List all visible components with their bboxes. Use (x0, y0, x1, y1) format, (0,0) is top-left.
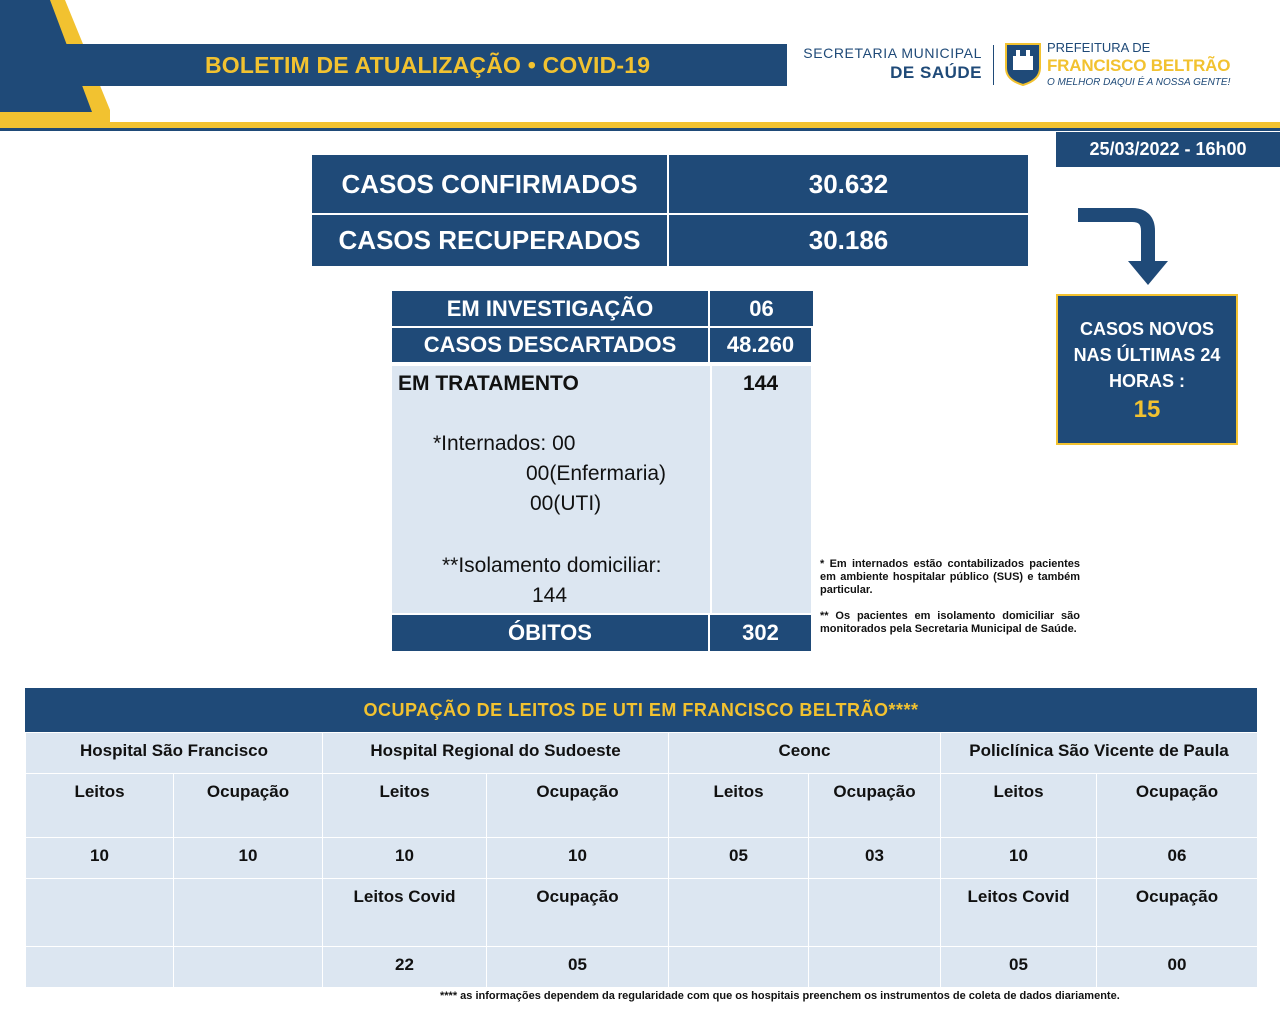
treatment-label: EM TRATAMENTO (398, 372, 579, 395)
recovered-row (312, 215, 1028, 266)
table-cell-empty (809, 879, 941, 947)
table-cell: 03 (809, 838, 941, 879)
ward-text: 00(Enfermaria) (526, 462, 667, 485)
table-cell-empty (174, 879, 323, 947)
header-divider (993, 45, 994, 85)
uti-footnote: **** as informações dependem da regularidade com que os hospitais preenchem os instrumentos de coleta de dados diariamente. (440, 990, 1120, 1002)
table-cell-empty (809, 947, 941, 988)
investigation-row (392, 291, 813, 326)
treatment-divider (710, 366, 712, 613)
header-navy-line (0, 128, 1280, 131)
bulletin-title: BOLETIM DE ATUALIZAÇÃO • COVID-19 (205, 51, 651, 78)
investigation-value: 06 (749, 295, 774, 321)
icu-text: 00(UTI) (530, 492, 602, 515)
hospital-name: Hospital São Francisco (26, 733, 323, 774)
secretaria-line1: SECRETARIA MUNICIPAL (803, 45, 982, 61)
table-cell: 10 (26, 838, 174, 879)
investigation-label: EM INVESTIGAÇÃO (392, 291, 710, 326)
table-cell: 00 (1097, 947, 1258, 988)
col-header-leitos-covid: Leitos Covid (323, 879, 487, 947)
new-cases-box (1056, 294, 1238, 445)
col-header-ocupacao: Ocupação (1097, 879, 1258, 947)
discarded-label: CASOS DESCARTADOS (392, 328, 710, 362)
col-header-leitos: Leitos (941, 774, 1097, 838)
table-cell-empty (26, 947, 174, 988)
deaths-value: 302 (742, 620, 779, 645)
treatment-value: 144 (742, 372, 779, 395)
table-cell: 10 (323, 838, 487, 879)
discarded-row (392, 328, 811, 362)
table-cell: 10 (174, 838, 323, 879)
table-cell-empty (174, 947, 323, 988)
discarded-value: 48.260 (726, 332, 795, 357)
col-header-ocupacao: Ocupação (809, 774, 941, 838)
table-cell-empty (669, 879, 809, 947)
table-cell: 10 (487, 838, 669, 879)
prefeitura-line2: FRANCISCO BELTRÃO (1047, 56, 1231, 75)
new-cases-line2: NAS ÚLTIMAS 24 (1073, 345, 1221, 365)
table-cell: 05 (669, 838, 809, 879)
curved-arrow-icon (1070, 205, 1170, 295)
table-cell-empty (26, 879, 174, 947)
confirmed-label: CASOS CONFIRMADOS (312, 155, 669, 213)
bulletin-date: 25/03/2022 - 16h00 (1056, 132, 1280, 167)
note-hospitalized: * Em internados estão contabilizados pacientes em ambiente hospitalar público (SUS) e também particular. (820, 558, 1080, 596)
deaths-row (392, 615, 811, 651)
table-cell: 06 (1097, 838, 1258, 879)
col-header-leitos-covid: Leitos Covid (941, 879, 1097, 947)
city-crest-icon (1004, 42, 1042, 86)
hospital-name: Hospital Regional do Sudoeste (323, 733, 669, 774)
col-header-leitos: Leitos (26, 774, 174, 838)
secretaria-line2: DE SAÚDE (890, 63, 982, 82)
col-header-ocupacao: Ocupação (487, 774, 669, 838)
col-header-leitos: Leitos (669, 774, 809, 838)
new-cases-line3: HORAS : (1109, 371, 1185, 391)
bulletin-title-bar (60, 44, 787, 86)
prefeitura-line1: PREFEITURA DE (1047, 40, 1151, 55)
new-cases-line1: CASOS NOVOS (1079, 319, 1215, 339)
hospitalized-text: *Internados: 00 (433, 432, 576, 455)
recovered-value: 30.186 (808, 225, 889, 255)
col-header-ocupacao: Ocupação (1097, 774, 1258, 838)
col-header-ocupacao: Ocupação (487, 879, 669, 947)
recovered-label: CASOS RECUPERADOS (312, 215, 669, 266)
table-cell-empty (669, 947, 809, 988)
treatment-panel (392, 366, 811, 613)
uti-table-title: OCUPAÇÃO DE LEITOS DE UTI EM FRANCISCO BELTRÃO**** (25, 688, 1257, 732)
hospital-name: Ceonc (669, 733, 941, 774)
table-cell: 10 (941, 838, 1097, 879)
hospital-name: Policlínica São Vicente de Paula (941, 733, 1258, 774)
home-isolation-value: 144 (532, 584, 568, 607)
confirmed-value: 30.632 (808, 168, 889, 199)
prefeitura-slogan: O MELHOR DAQUI É A NOSSA GENTE! (1047, 77, 1231, 88)
uti-grid (25, 732, 1258, 988)
confirmed-row (312, 155, 1028, 213)
table-cell: 05 (941, 947, 1097, 988)
uti-occupancy-table (25, 688, 1257, 988)
home-isolation-text: **Isolamento domiciliar: (442, 554, 662, 577)
new-cases-value: 15 (1133, 396, 1161, 423)
table-cell: 22 (323, 947, 487, 988)
deaths-label: ÓBITOS (392, 615, 710, 651)
col-header-ocupacao: Ocupação (174, 774, 323, 838)
note-isolation: ** Os pacientes em isolamento domiciliar são monitorados pela Secretaria Municipal de Saúde. (820, 610, 1080, 635)
col-header-leitos: Leitos (323, 774, 487, 838)
table-cell: 05 (487, 947, 669, 988)
